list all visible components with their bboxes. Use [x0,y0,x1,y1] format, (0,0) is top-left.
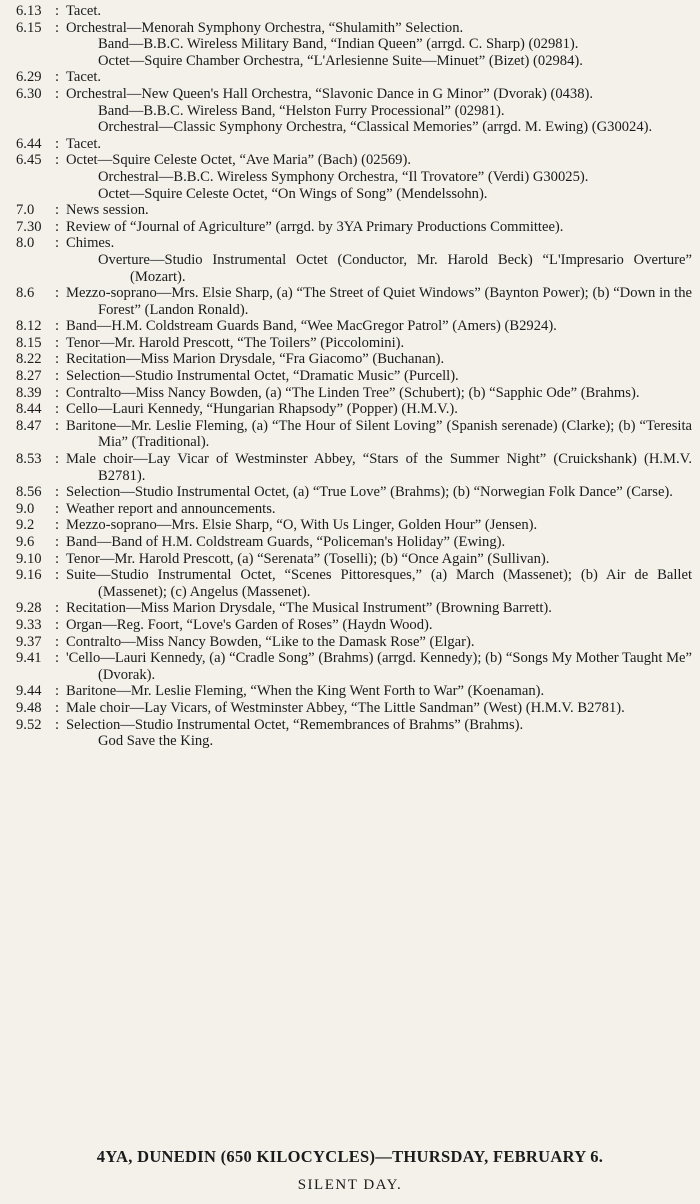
entry-time: 9.16 [16,567,42,584]
time-separator: : [55,650,60,667]
entry-time: 8.0 [16,235,35,252]
entry-time: 8.12 [16,318,42,335]
entry-time: 8.27 [16,368,42,385]
entry-item: News session. [66,202,149,219]
time-separator: : [55,567,60,584]
entry-time: 9.52 [16,716,42,733]
programme-entry [0,700,692,717]
entry-item: Band—H.M. Coldstream Guards Band, “Wee MacGregor Patrol” (Amers) (B2924). [66,318,557,335]
entry-items [0,650,692,683]
entry-items [0,368,692,385]
time-separator: : [55,401,60,418]
entry-item: Mezzo-soprano—Mrs. Elsie Sharp, (a) “The Street of Quiet Windows” (Baynton Power); (b) “Down in the Forest” (Landon Ronald). [66,285,692,318]
entry-item: Orchestral—New Queen's Hall Orchestra, “Slavonic Dance in G Minor” (Dvorak) (0438). [66,85,594,102]
entry-items [0,285,692,318]
programme-entry [0,219,692,236]
programme-entry [0,86,692,136]
entry-time: 8.56 [16,484,42,501]
entry-items [0,235,692,285]
entry-item: God Save the King. [98,733,214,750]
programme-entry [0,634,692,651]
entry-item: Male choir—Lay Vicar of Westminster Abbey, “Stars of the Summer Night” (Cruickshank) (H.M.V. B2781). [66,451,692,484]
entry-items [0,551,692,568]
time-separator: : [55,85,60,102]
entry-item: Recitation—Miss Marion Drysdale, “The Musical Instrument” (Browning Barrett). [66,600,552,617]
entry-time: 6.29 [16,69,42,86]
time-separator: : [55,135,60,152]
entry-time: 8.39 [16,384,42,401]
entry-items [0,152,692,202]
entry-items [0,567,692,600]
entry-items [0,484,692,501]
time-separator: : [55,500,60,517]
entry-item: Contralto—Miss Nancy Bowden, “Like to the Damask Rose” (Elgar). [66,633,475,650]
entry-items [0,534,692,551]
entry-time: 9.41 [16,650,42,667]
entry-item: Organ—Reg. Foort, “Love's Garden of Roses” (Haydn Wood). [66,616,433,633]
entry-items [0,401,692,418]
programme-entry [0,335,692,352]
entry-items [0,683,692,700]
programme-entry [0,418,692,451]
entry-item: Band—B.B.C. Wireless Military Band, “Indian Queen” (arrgd. C. Sharp) (02981). [98,36,579,53]
entry-item: Baritone—Mr. Leslie Fleming, “When the King Went Forth to War” (Koenaman). [66,683,545,700]
entry-items [0,385,692,402]
entry-time: 9.2 [16,517,35,534]
entry-items [0,634,692,651]
entry-time: 6.13 [16,3,42,19]
entry-item: Band—B.B.C. Wireless Band, “Helston Furry Processional” (02981). [98,102,505,119]
time-separator: : [55,616,60,633]
programme-entry [0,551,692,568]
entry-time: 8.47 [16,417,42,434]
time-separator: : [55,351,60,368]
entry-item: Tenor—Mr. Harold Prescott, (a) “Serenata” (Toselli); (b) “Once Again” (Sullivan). [66,550,550,567]
entry-time: 8.53 [16,451,42,468]
programme-entry [0,567,692,600]
entry-item: Band—Band of H.M. Coldstream Guards, “Policeman's Holiday” (Ewing). [66,534,506,550]
programme-entry [0,285,692,318]
programme-entry [0,136,692,153]
entry-items [0,219,692,236]
entry-items [0,20,692,70]
time-separator: : [55,368,60,385]
entry-item: Male choir—Lay Vicars, of Westminster Abbey, “The Little Sandman” (West) (H.M.V. B2781). [66,699,625,716]
time-separator: : [55,69,60,86]
entry-items [0,69,692,86]
programme-entry [0,617,692,634]
entry-item: Chimes. [66,235,115,252]
time-separator: : [55,716,60,733]
time-separator: : [55,451,60,468]
entry-item: Orchestral—Menorah Symphony Orchestra, “Shulamith” Selection. [66,19,464,36]
time-separator: : [55,285,60,302]
entry-items [0,86,692,136]
entry-time: 6.45 [16,152,42,169]
entry-time: 8.44 [16,401,42,418]
entry-time: 9.37 [16,633,42,650]
entry-items [0,717,692,750]
programme-entry [0,683,692,700]
entry-item: Selection—Studio Instrumental Octet, (a) “True Love” (Brahms); (b) “Norwegian Folk Dance” (Carse). [66,484,673,501]
entry-time: 6.44 [16,135,42,152]
programme-entry [0,368,692,385]
entry-time: 9.28 [16,600,42,617]
entry-items [0,3,692,20]
entry-item: Orchestral—B.B.C. Wireless Symphony Orchestra, “Il Trovatore” (Verdi) G30025). [98,168,589,185]
entry-time: 9.33 [16,616,42,633]
entry-time: 7.0 [16,202,35,219]
time-separator: : [55,202,60,219]
time-separator: : [55,3,60,19]
time-separator: : [55,699,60,716]
programme-entry [0,385,692,402]
entry-time: 9.48 [16,699,42,716]
programme-entry [0,717,692,750]
programme-entry [0,235,692,285]
entry-item: Octet—Squire Celeste Octet, “Ave Maria” (Bach) (02569). [66,152,411,169]
time-separator: : [55,218,60,235]
programme-entry [0,501,692,518]
time-separator: : [55,318,60,335]
time-separator: : [55,550,60,567]
entry-time: 9.44 [16,683,42,700]
entry-item: Selection—Studio Instrumental Octet, “Remembrances of Brahms” (Brahms). [66,716,524,733]
programme-entry [0,20,692,70]
entry-item: Baritone—Mr. Leslie Fleming, (a) “The Hour of Silent Loving” (Spanish serenade) (Clarke); (b) “Teresita Mia” (Traditional). [66,417,692,451]
time-separator: : [55,683,60,700]
programme-entry [0,69,692,86]
entry-time: 8.15 [16,334,42,351]
entry-item: Review of “Journal of Agriculture” (arrgd. by 3YA Primary Productions Committee). [66,218,564,235]
entry-items [0,600,692,617]
programme-entry [0,152,692,202]
entry-items [0,700,692,717]
entry-item: Suite—Studio Instrumental Octet, “Scenes Pittoresques,” (a) March (Massenet); (b) Air de Ballet (Massenet); (c) Angelus (Massenet). [66,567,692,600]
time-separator: : [55,334,60,351]
time-separator: : [55,152,60,169]
entry-item: Recitation—Miss Marion Drysdale, “Fra Giacomo” (Buchanan). [66,351,445,368]
programme-entry [0,351,692,368]
entry-time: 6.30 [16,85,42,102]
time-separator: : [55,600,60,617]
programme-entry [0,534,692,551]
programme-entry [0,401,692,418]
time-separator: : [55,633,60,650]
entry-item: Octet—Squire Chamber Orchestra, “L'Arlesienne Suite—Minuet” (Bizet) (02984). [98,52,583,69]
programme-entry [0,318,692,335]
programme-entry [0,517,692,534]
entry-item: Octet—Squire Celeste Octet, “On Wings of Song” (Mendelssohn). [98,185,488,202]
entry-item: Tacet. [66,69,102,86]
time-separator: : [55,484,60,501]
silent-day-note: SILENT DAY. [297,1177,403,1193]
entry-time: 9.0 [16,500,35,517]
entry-item: Selection—Studio Instrumental Octet, “Dramatic Music” (Purcell). [66,368,459,385]
programme-entry [0,650,692,683]
time-separator: : [55,19,60,36]
entry-time: 8.6 [16,285,35,302]
entry-items [0,335,692,352]
time-separator: : [55,417,60,434]
programme-entry [0,600,692,617]
entry-items [0,136,692,153]
entry-time: 8.22 [16,351,42,368]
entry-item: Cello—Lauri Kennedy, “Hungarian Rhapsody” (Popper) (H.M.V.). [66,401,458,418]
entry-items [0,517,692,534]
entry-item: Tacet. [66,135,102,152]
entry-items [0,501,692,518]
entry-items [0,451,692,484]
programme-entry [0,484,692,501]
entry-time: 9.10 [16,550,42,567]
entry-items [0,418,692,451]
entry-item: Mezzo-soprano—Mrs. Elsie Sharp, “O, With Us Linger, Golden Hour” (Jensen). [66,517,538,534]
entry-items [0,351,692,368]
time-separator: : [55,384,60,401]
entry-item: Orchestral—Classic Symphony Orchestra, “Classical Memories” (arrgd. M. Ewing) (G30024). [98,119,653,136]
entry-item: Tacet. [66,3,102,19]
time-separator: : [55,534,60,550]
entry-items [0,617,692,634]
time-separator: : [55,517,60,534]
entry-time: 9.6 [16,534,35,550]
entry-items [0,202,692,219]
entry-item: 'Cello—Lauri Kennedy, (a) “Cradle Song” (Brahms) (arrgd. Kennedy); (b) “Songs My Mother Taught Me” (Dvorak). [66,650,692,683]
entry-time: 6.15 [16,19,42,36]
radio-programme-listing [0,3,692,750]
programme-entry [0,451,692,484]
programme-entry [0,3,692,20]
time-separator: : [55,235,60,252]
entry-items [0,318,692,335]
entry-item: Weather report and announcements. [66,500,276,517]
entry-item: Tenor—Mr. Harold Prescott, “The Toilers” (Piccolomini). [66,334,405,351]
entry-item: Overture—Studio Instrumental Octet (Conductor, Mr. Harold Beck) “L'Impresario Overture” (Mozart). [98,251,692,285]
programme-entry [0,202,692,219]
entry-time: 7.30 [16,218,42,235]
station-heading: 4YA, DUNEDIN (650 KILOCYCLES)—THURSDAY, FEBRUARY 6. [96,1147,604,1166]
entry-item: Contralto—Miss Nancy Bowden, (a) “The Linden Tree” (Schubert); (b) “Sapphic Ode” (Brahms). [66,384,640,401]
